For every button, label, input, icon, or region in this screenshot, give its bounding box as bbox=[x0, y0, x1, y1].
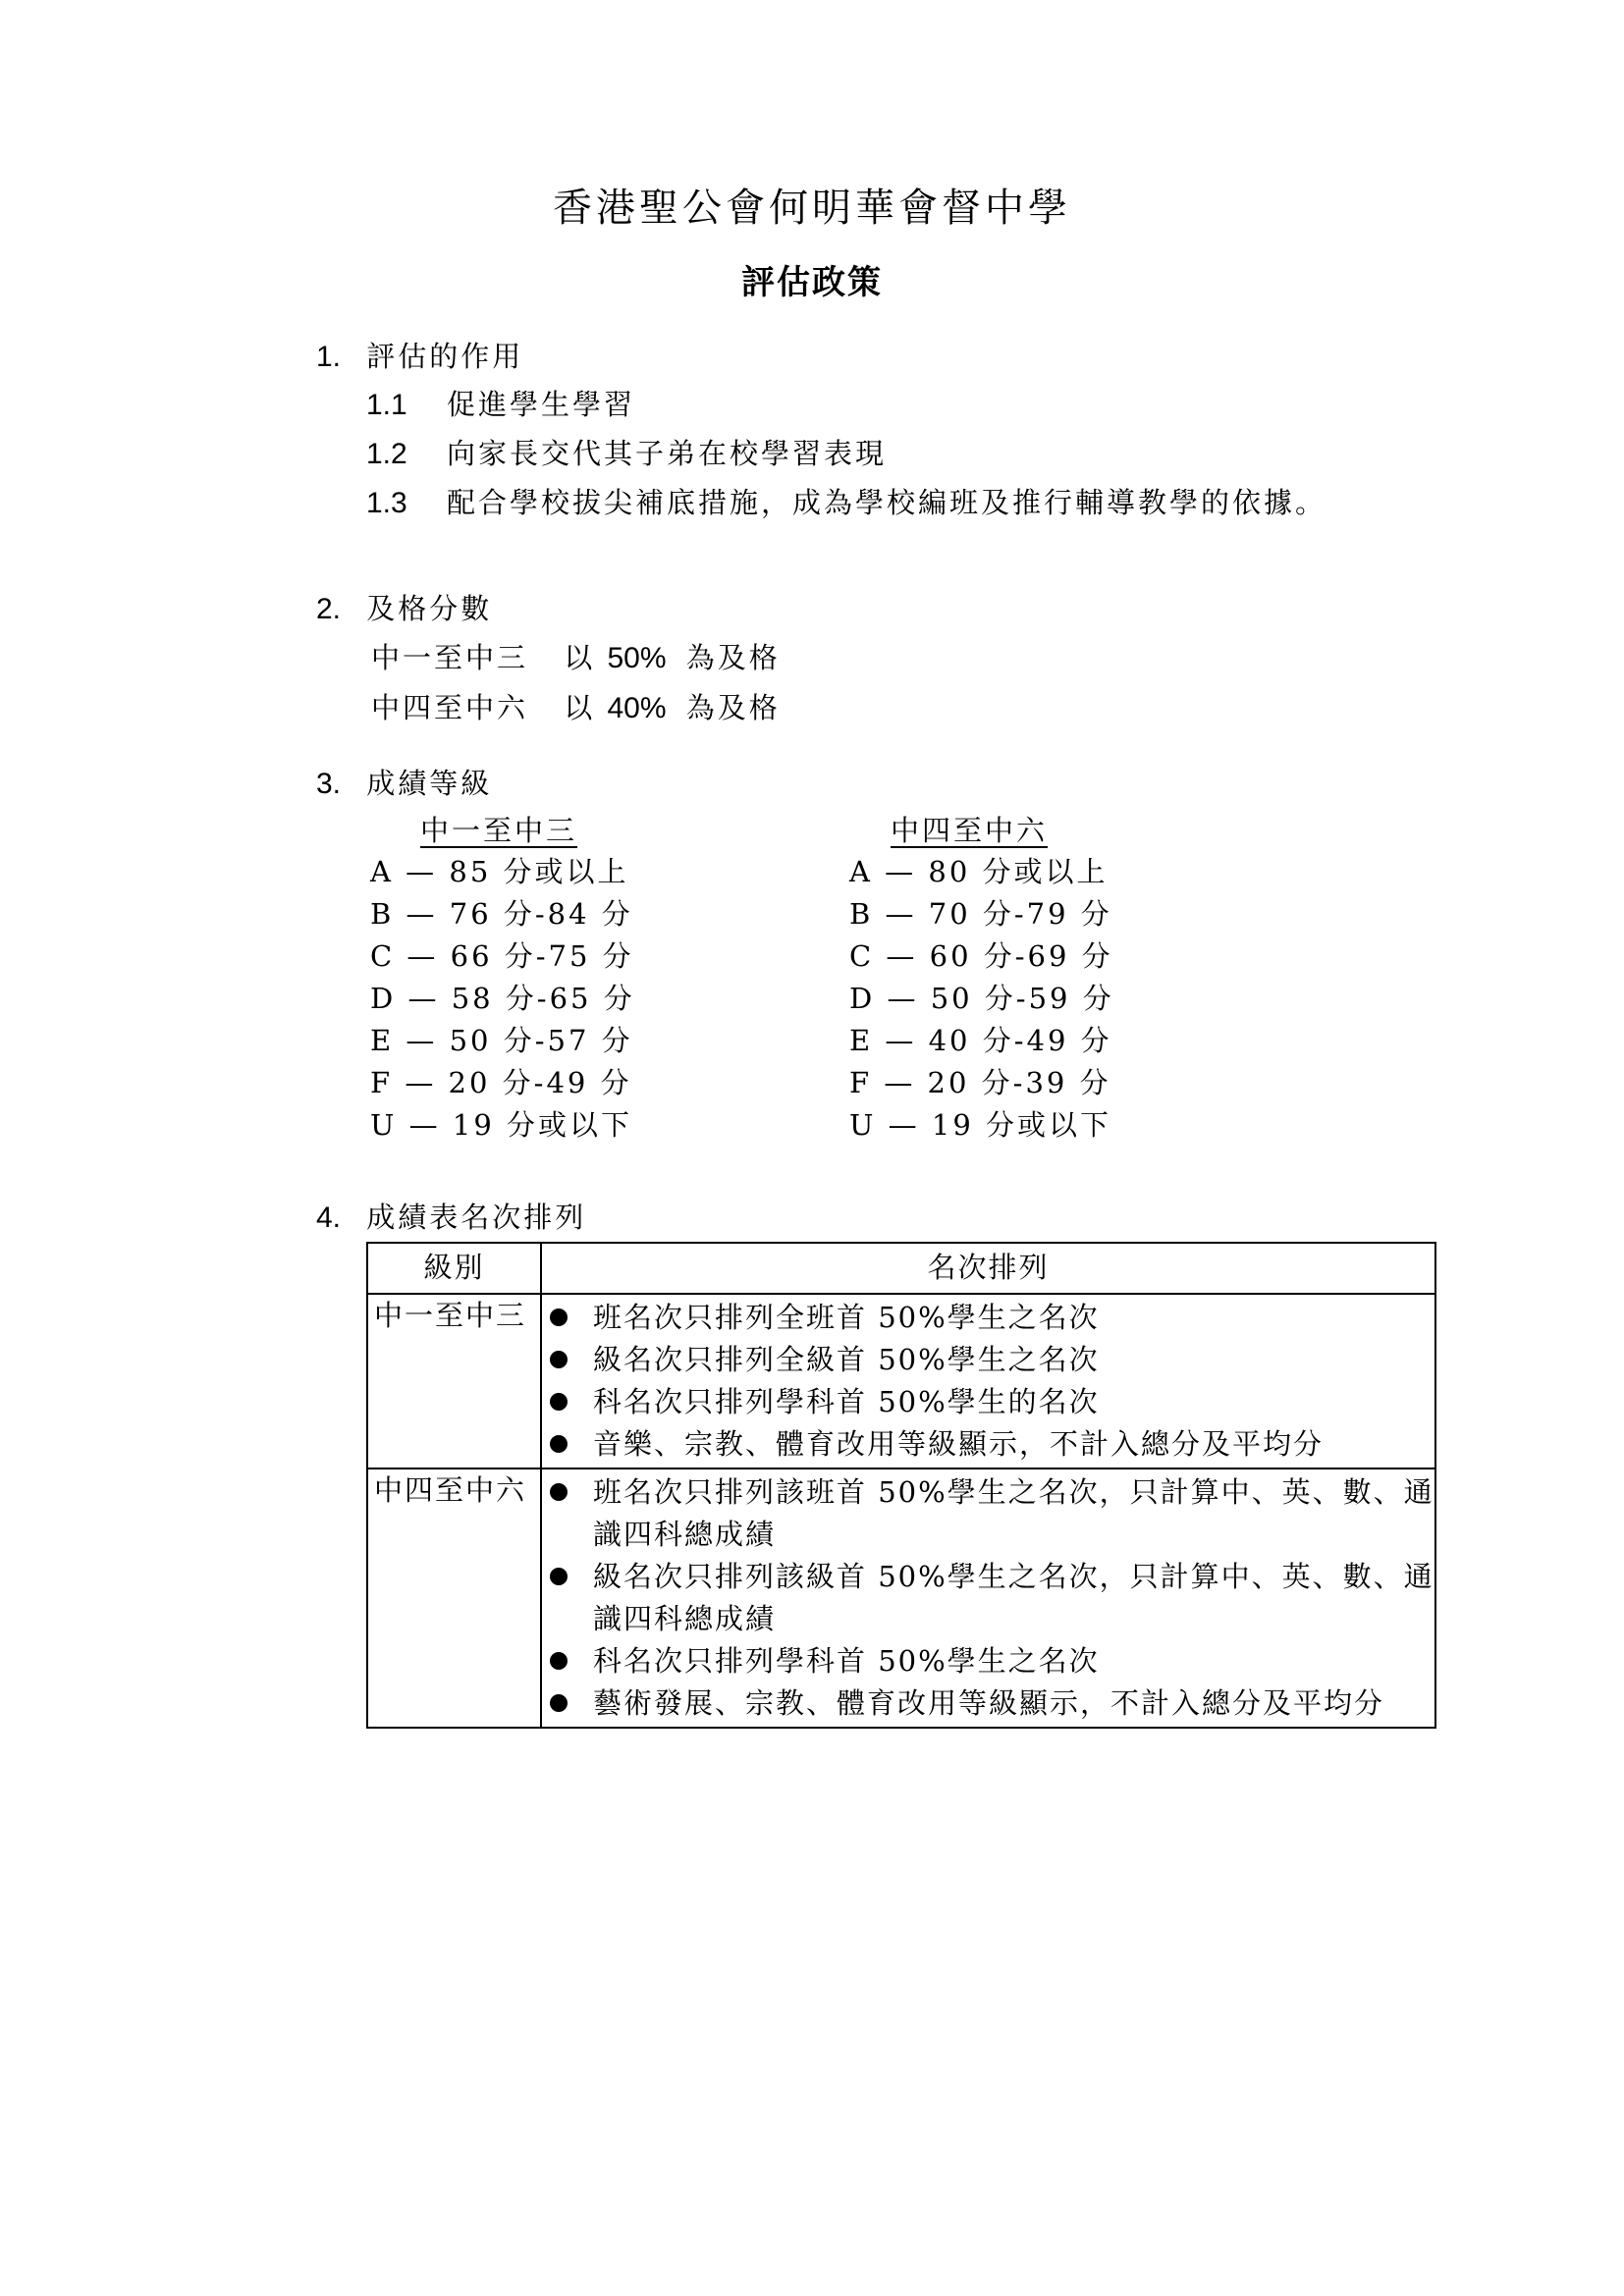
bullet-icon bbox=[550, 1694, 568, 1712]
grade-left-row: E — 50 分-57 分 bbox=[370, 1024, 633, 1057]
pass-post: 為及格 bbox=[685, 691, 781, 724]
pass-level: 中四至中六 bbox=[371, 691, 529, 724]
item-number: 1.3 bbox=[366, 487, 407, 519]
grade-right-row: U — 19 分或以下 bbox=[849, 1108, 1111, 1142]
pass-post: 為及格 bbox=[685, 641, 781, 674]
section3-heading-text: 成績等級 bbox=[366, 767, 493, 800]
level-cell: 中一至中三 bbox=[367, 1294, 541, 1468]
pass-pre: 以 bbox=[564, 641, 596, 674]
table-row bbox=[367, 1468, 1435, 1728]
section1-number: 1. bbox=[316, 341, 342, 373]
bullet-text: 科名次只排列學科首 50%學生的名次 bbox=[593, 1385, 1100, 1418]
bullet-icon bbox=[550, 1568, 568, 1585]
pass-percent: 40% bbox=[607, 692, 667, 724]
table-row bbox=[367, 1294, 1435, 1468]
section1-heading bbox=[316, 339, 523, 375]
bullet-icon bbox=[550, 1393, 568, 1411]
bullet-text: 班名次只排列全班首 50%學生之名次 bbox=[593, 1301, 1100, 1334]
document-subtitle: 評估政策 bbox=[741, 263, 883, 302]
bullet-text: 級名次只排列該級首 50%學生之名次，只計算中、英、數、通識四科總成績 bbox=[593, 1560, 1435, 1635]
section1-heading-text: 評估的作用 bbox=[366, 340, 524, 373]
level-cell: 中四至中六 bbox=[367, 1468, 541, 1728]
grade-right-row: E — 40 分-49 分 bbox=[849, 1024, 1112, 1057]
item-number: 1.2 bbox=[366, 438, 407, 470]
item-number: 1.1 bbox=[366, 389, 407, 421]
pass-level: 中一至中三 bbox=[371, 641, 529, 674]
grade-left-row: F — 20 分-49 分 bbox=[370, 1066, 632, 1099]
grade-right-row: F — 20 分-39 分 bbox=[849, 1066, 1111, 1099]
pass-mark-row bbox=[371, 690, 781, 726]
section3-heading bbox=[316, 766, 492, 802]
list-item bbox=[542, 1381, 1435, 1423]
ranking-cell bbox=[541, 1294, 1435, 1468]
grade-left-row: A — 85 分或以上 bbox=[370, 855, 629, 888]
bullet-icon bbox=[550, 1435, 568, 1453]
section4-heading bbox=[316, 1200, 586, 1236]
grade-left-row: B — 76 分-84 分 bbox=[370, 897, 633, 931]
list-item bbox=[542, 1297, 1435, 1339]
pass-percent: 50% bbox=[607, 642, 667, 674]
grade-left-row: U — 19 分或以下 bbox=[370, 1108, 632, 1142]
bullet-icon bbox=[550, 1652, 568, 1670]
pass-mark-row bbox=[371, 640, 781, 676]
bullet-icon bbox=[550, 1308, 568, 1326]
bullet-text: 科名次只排列學科首 50%學生之名次 bbox=[593, 1644, 1100, 1678]
grade-right-row: C — 60 分-69 分 bbox=[849, 939, 1113, 973]
section3-number: 3. bbox=[316, 768, 342, 800]
bullet-icon bbox=[550, 1483, 568, 1501]
list-item bbox=[542, 1423, 1435, 1466]
bullet-text: 藝術發展、宗教、體育改用等級顯示，不計入總分及平均分 bbox=[593, 1686, 1385, 1720]
list-item bbox=[542, 1682, 1435, 1725]
item-text: 配合學校拔尖補底措施，成為學校編班及推行輔導教學的依據。 bbox=[446, 486, 1326, 519]
section2-number: 2. bbox=[316, 593, 342, 625]
grade-right-header: 中四至中六 bbox=[891, 814, 1049, 847]
list-item bbox=[542, 1339, 1435, 1381]
bullet-text: 級名次只排列全級首 50%學生之名次 bbox=[593, 1343, 1100, 1376]
section4-heading-text: 成績表名次排列 bbox=[366, 1201, 587, 1234]
section2-heading-text: 及格分數 bbox=[366, 592, 493, 625]
section4-number: 4. bbox=[316, 1201, 342, 1234]
table-header-row bbox=[367, 1243, 1435, 1294]
bullet-icon bbox=[550, 1351, 568, 1368]
grade-left-row: C — 66 分-75 分 bbox=[370, 939, 634, 973]
list-item bbox=[542, 1471, 1435, 1556]
bullet-text: 音樂、宗教、體育改用等級顯示，不計入總分及平均分 bbox=[593, 1427, 1325, 1461]
grade-right-row: A — 80 分或以上 bbox=[849, 855, 1109, 888]
school-name-title: 香港聖公會何明華會督中學 bbox=[553, 186, 1071, 231]
section1-item bbox=[366, 387, 635, 423]
column-header-ranking: 名次排列 bbox=[541, 1243, 1435, 1294]
grade-right-row: B — 70 分-79 分 bbox=[849, 897, 1112, 931]
section2-heading bbox=[316, 591, 492, 627]
bullet-list bbox=[542, 1295, 1435, 1468]
item-text: 向家長交代其子弟在校學習表現 bbox=[446, 437, 887, 470]
list-item bbox=[542, 1556, 1435, 1640]
ranking-cell bbox=[541, 1468, 1435, 1728]
section1-item bbox=[366, 485, 1326, 521]
grade-left-header: 中一至中三 bbox=[420, 814, 578, 847]
grade-right-row: D — 50 分-59 分 bbox=[849, 982, 1114, 1015]
item-text: 促進學生學習 bbox=[446, 388, 635, 421]
column-header-level: 級別 bbox=[367, 1243, 541, 1294]
pass-pre: 以 bbox=[564, 691, 596, 724]
grade-left-row: D — 58 分-65 分 bbox=[370, 982, 635, 1015]
section1-item bbox=[366, 436, 887, 472]
ranking-table bbox=[366, 1242, 1436, 1729]
list-item bbox=[542, 1640, 1435, 1682]
bullet-text: 班名次只排列該班首 50%學生之名次，只計算中、英、數、通識四科總成績 bbox=[593, 1475, 1435, 1551]
bullet-list bbox=[542, 1469, 1435, 1727]
